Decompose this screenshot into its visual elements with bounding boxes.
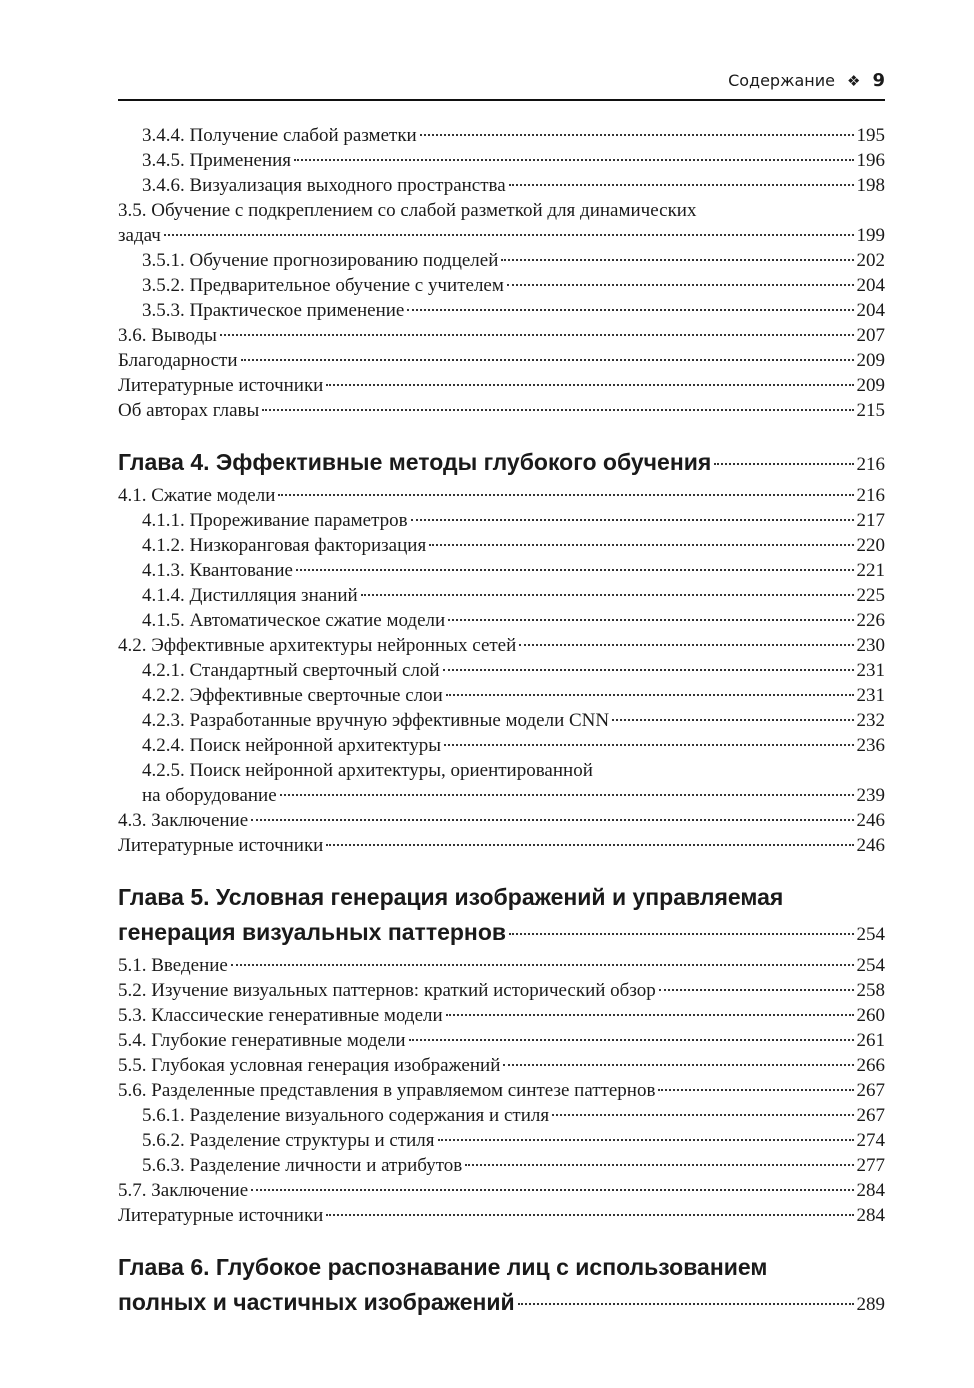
toc-line xyxy=(142,298,885,323)
page-number: 9 xyxy=(872,70,885,91)
entry-title: 4.2.3. Разработанные вручную эффективные модели CNN xyxy=(142,710,610,731)
entry-page-number: 260 xyxy=(856,1005,885,1026)
dot-leader xyxy=(429,544,853,546)
entry-page-number: 254 xyxy=(856,924,885,945)
toc-line xyxy=(118,223,885,248)
toc-line xyxy=(118,1178,885,1203)
toc-line xyxy=(118,348,885,373)
entry-page-number: 199 xyxy=(856,225,885,246)
toc-line xyxy=(142,683,885,708)
toc-line xyxy=(118,323,885,348)
toc-line xyxy=(142,1128,885,1153)
dot-leader xyxy=(509,184,854,186)
entry-title: 4.2. Эффективные архитектуры нейронных сетей xyxy=(118,635,517,656)
toc-entry[interactable] xyxy=(118,608,885,633)
dot-leader xyxy=(714,463,853,465)
entry-page-number: 204 xyxy=(856,300,885,321)
entry-title: Литературные источники xyxy=(118,375,324,396)
dot-leader xyxy=(438,1139,854,1141)
dot-leader xyxy=(326,844,853,846)
toc-line xyxy=(118,1203,885,1228)
toc-line xyxy=(118,833,885,858)
toc-line xyxy=(142,783,885,808)
entry-title: 5.6. Разделенные представления в управляемом синтезе паттернов xyxy=(118,1080,656,1101)
dot-leader xyxy=(518,1303,854,1305)
dot-leader xyxy=(465,1164,853,1166)
toc-wrapped-line xyxy=(118,880,885,915)
dot-leader xyxy=(507,284,854,286)
toc-line xyxy=(142,708,885,733)
entry-title: 5.1. Введение xyxy=(118,955,228,976)
entry-title: Литературные источники xyxy=(118,1205,324,1226)
dot-leader xyxy=(326,1214,853,1216)
dot-leader xyxy=(251,1189,853,1191)
dot-leader xyxy=(444,744,854,746)
entry-page-number: 215 xyxy=(856,400,885,421)
entry-title: Литературные источники xyxy=(118,835,324,856)
dot-leader xyxy=(658,1089,853,1091)
toc-line xyxy=(118,978,885,1003)
entry-page-number: 284 xyxy=(856,1180,885,1201)
toc-entry[interactable] xyxy=(118,398,885,423)
entry-title: на оборудование xyxy=(142,785,277,806)
toc-chapter[interactable] xyxy=(118,445,885,480)
entry-page-number: 207 xyxy=(856,325,885,346)
entry-page-number: 261 xyxy=(856,1030,885,1051)
toc-entry[interactable] xyxy=(118,323,885,348)
header-right xyxy=(728,70,885,91)
dot-leader xyxy=(262,409,853,411)
dot-leader xyxy=(501,259,853,261)
entry-title: 4.1.2. Низкоранговая факторизация xyxy=(142,535,427,556)
toc-entry[interactable] xyxy=(118,483,885,508)
toc-wrapped-line xyxy=(118,1250,885,1285)
toc-wrapped-line xyxy=(142,758,885,783)
toc-line xyxy=(142,558,885,583)
entry-page-number: 231 xyxy=(856,685,885,706)
dot-leader xyxy=(220,334,854,336)
toc-entry[interactable] xyxy=(118,508,885,533)
entry-title: 4.2.1. Стандартный сверточный слой xyxy=(142,660,440,681)
toc-line xyxy=(118,915,885,950)
entry-title: 4.2.5. Поиск нейронной архитектуры, ориентированной xyxy=(142,760,593,781)
ornament-icon: ❖ xyxy=(847,71,861,90)
entry-title: Благодарности xyxy=(118,350,238,371)
toc-chapter[interactable] xyxy=(118,1250,885,1320)
dot-leader xyxy=(612,719,853,721)
entry-page-number: 258 xyxy=(856,980,885,1001)
running-header xyxy=(118,66,885,101)
entry-page-number: 239 xyxy=(856,785,885,806)
toc-entry[interactable] xyxy=(118,123,885,148)
entry-title: 4.2.2. Эффективные сверточные слои xyxy=(142,685,443,706)
toc-line xyxy=(142,273,885,298)
entry-page-number: 254 xyxy=(856,955,885,976)
entry-title: 5.6.1. Разделение визуального содержания и стиля xyxy=(142,1105,550,1126)
entry-page-number: 226 xyxy=(856,610,885,631)
entry-page-number: 209 xyxy=(856,375,885,396)
entry-title: 5.5. Глубокая условная генерация изображений xyxy=(118,1055,501,1076)
toc-entry[interactable] xyxy=(118,1003,885,1028)
toc-entry[interactable] xyxy=(118,633,885,658)
toc-entry[interactable] xyxy=(118,198,885,248)
toc-entry[interactable] xyxy=(118,733,885,758)
entry-title: 5.2. Изучение визуальных паттернов: краткий исторический обзор xyxy=(118,980,656,1001)
dot-leader xyxy=(420,134,854,136)
toc-entry[interactable] xyxy=(118,558,885,583)
entry-page-number: 230 xyxy=(856,635,885,656)
dot-leader xyxy=(361,594,854,596)
toc-line xyxy=(118,1053,885,1078)
entry-page-number: 232 xyxy=(856,710,885,731)
entry-page-number: 266 xyxy=(856,1055,885,1076)
toc-entry[interactable] xyxy=(118,978,885,1003)
toc-line xyxy=(118,398,885,423)
toc-entry[interactable] xyxy=(118,708,885,733)
toc-entry[interactable] xyxy=(118,658,885,683)
toc-entry[interactable] xyxy=(118,1103,885,1128)
dot-leader xyxy=(280,794,854,796)
entry-title: 3.4.6. Визуализация выходного пространства xyxy=(142,175,506,196)
toc-entry[interactable] xyxy=(118,683,885,708)
dot-leader xyxy=(552,1114,853,1116)
entry-page-number: 221 xyxy=(856,560,885,581)
entry-page-number: 246 xyxy=(856,810,885,831)
toc-line xyxy=(118,1078,885,1103)
toc-entry[interactable] xyxy=(118,1153,885,1178)
toc-line xyxy=(118,953,885,978)
toc-entry[interactable] xyxy=(118,1203,885,1228)
dot-leader xyxy=(231,964,854,966)
toc-entry[interactable] xyxy=(118,348,885,373)
entry-title: 5.4. Глубокие генеративные модели xyxy=(118,1030,406,1051)
toc-entry[interactable] xyxy=(118,248,885,273)
toc-entry[interactable] xyxy=(118,533,885,558)
toc-line xyxy=(118,1028,885,1053)
dot-leader xyxy=(241,359,854,361)
dot-leader xyxy=(446,1014,854,1016)
dot-leader xyxy=(519,644,853,646)
toc-line xyxy=(142,533,885,558)
toc-wrapped-line xyxy=(118,198,885,223)
entry-title: задач xyxy=(118,225,161,246)
dot-leader xyxy=(659,989,854,991)
entry-page-number: 217 xyxy=(856,510,885,531)
toc-line xyxy=(142,148,885,173)
entry-title: 4.3. Заключение xyxy=(118,810,249,831)
toc-line xyxy=(118,633,885,658)
entry-title: полных и частичных изображений xyxy=(118,1289,515,1315)
entry-title: 4.1. Сжатие модели xyxy=(118,485,276,506)
toc-entry[interactable] xyxy=(118,808,885,833)
toc-line xyxy=(118,808,885,833)
entry-title: Глава 6. Глубокое распознавание лиц с использованием xyxy=(118,1254,768,1280)
toc-entry[interactable] xyxy=(118,173,885,198)
toc-line xyxy=(118,445,885,480)
table-of-contents xyxy=(118,123,885,1323)
entry-page-number: 267 xyxy=(856,1105,885,1126)
dot-leader xyxy=(411,519,854,521)
dot-leader xyxy=(407,309,853,311)
toc-line xyxy=(142,733,885,758)
entry-page-number: 277 xyxy=(856,1155,885,1176)
toc-chapter[interactable] xyxy=(118,880,885,950)
entry-title: 3.6. Выводы xyxy=(118,325,217,346)
dot-leader xyxy=(409,1039,854,1041)
entry-page-number: 284 xyxy=(856,1205,885,1226)
toc-line xyxy=(118,1285,885,1320)
entry-title: 4.1.3. Квантование xyxy=(142,560,293,581)
toc-line xyxy=(142,608,885,633)
entry-title: 5.6.2. Разделение структуры и стиля xyxy=(142,1130,435,1151)
entry-title: 4.1.5. Автоматическое сжатие модели xyxy=(142,610,446,631)
dot-leader xyxy=(164,234,854,236)
dot-leader xyxy=(251,819,853,821)
toc-line xyxy=(118,483,885,508)
toc-line xyxy=(118,1003,885,1028)
dot-leader xyxy=(278,494,853,496)
dot-leader xyxy=(326,384,853,386)
entry-page-number: 225 xyxy=(856,585,885,606)
entry-page-number: 231 xyxy=(856,660,885,681)
entry-title: 3.5. Обучение с подкреплением со слабой разметкой для динамических xyxy=(118,200,697,221)
toc-entry[interactable] xyxy=(118,1078,885,1103)
entry-page-number: 246 xyxy=(856,835,885,856)
toc-entry[interactable] xyxy=(118,273,885,298)
entry-page-number: 196 xyxy=(856,150,885,171)
entry-title: 5.6.3. Разделение личности и атрибутов xyxy=(142,1155,463,1176)
dot-leader xyxy=(503,1064,853,1066)
entry-page-number: 198 xyxy=(856,175,885,196)
toc-entry[interactable] xyxy=(118,1128,885,1153)
toc-entry[interactable] xyxy=(118,583,885,608)
entry-page-number: 216 xyxy=(856,454,885,475)
toc-entry[interactable] xyxy=(118,833,885,858)
entry-page-number: 274 xyxy=(856,1130,885,1151)
toc-entry[interactable] xyxy=(118,298,885,323)
entry-title: 5.7. Заключение xyxy=(118,1180,249,1201)
toc-entry[interactable] xyxy=(118,758,885,808)
toc-line xyxy=(142,583,885,608)
entry-page-number: 267 xyxy=(856,1080,885,1101)
dot-leader xyxy=(443,669,854,671)
entry-page-number: 202 xyxy=(856,250,885,271)
toc-line xyxy=(142,123,885,148)
entry-page-number: 204 xyxy=(856,275,885,296)
toc-line xyxy=(142,1103,885,1128)
dot-leader xyxy=(296,569,854,571)
entry-title: Глава 5. Условная генерация изображений и управляемая xyxy=(118,884,784,910)
entry-title: генерация визуальных паттернов xyxy=(118,919,507,945)
toc-entry[interactable] xyxy=(118,1028,885,1053)
toc-line xyxy=(118,373,885,398)
toc-entry[interactable] xyxy=(118,148,885,173)
entry-title: 5.3. Классические генеративные модели xyxy=(118,1005,443,1026)
entry-title: 3.5.3. Практическое применение xyxy=(142,300,405,321)
toc-line xyxy=(142,248,885,273)
toc-entry[interactable] xyxy=(118,1053,885,1078)
entry-page-number: 289 xyxy=(856,1294,885,1315)
entry-page-number: 195 xyxy=(856,125,885,146)
entry-title: 3.5.2. Предварительное обучение с учителем xyxy=(142,275,504,296)
entry-title: 3.4.5. Применения xyxy=(142,150,292,171)
entry-page-number: 220 xyxy=(856,535,885,556)
toc-line xyxy=(142,173,885,198)
dot-leader xyxy=(448,619,853,621)
toc-entry[interactable] xyxy=(118,1178,885,1203)
entry-title: Об авторах главы xyxy=(118,400,260,421)
dot-leader xyxy=(446,694,854,696)
toc-entry[interactable] xyxy=(118,953,885,978)
entry-title: 3.5.1. Обучение прогнозированию подцелей xyxy=(142,250,499,271)
toc-line xyxy=(142,1153,885,1178)
entry-page-number: 209 xyxy=(856,350,885,371)
entry-page-number: 236 xyxy=(856,735,885,756)
entry-page-number: 216 xyxy=(856,485,885,506)
toc-line xyxy=(142,508,885,533)
entry-title: Глава 4. Эффективные методы глубокого обучения xyxy=(118,449,712,475)
entry-title: 4.2.4. Поиск нейронной архитектуры xyxy=(142,735,441,756)
toc-line xyxy=(142,658,885,683)
entry-title: 3.4.4. Получение слабой разметки xyxy=(142,125,417,146)
toc-entry[interactable] xyxy=(118,373,885,398)
section-title: Содержание xyxy=(728,71,836,90)
dot-leader xyxy=(294,159,853,161)
dot-leader xyxy=(509,933,853,935)
entry-title: 4.1.4. Дистилляция знаний xyxy=(142,585,358,606)
entry-title: 4.1.1. Прореживание параметров xyxy=(142,510,408,531)
